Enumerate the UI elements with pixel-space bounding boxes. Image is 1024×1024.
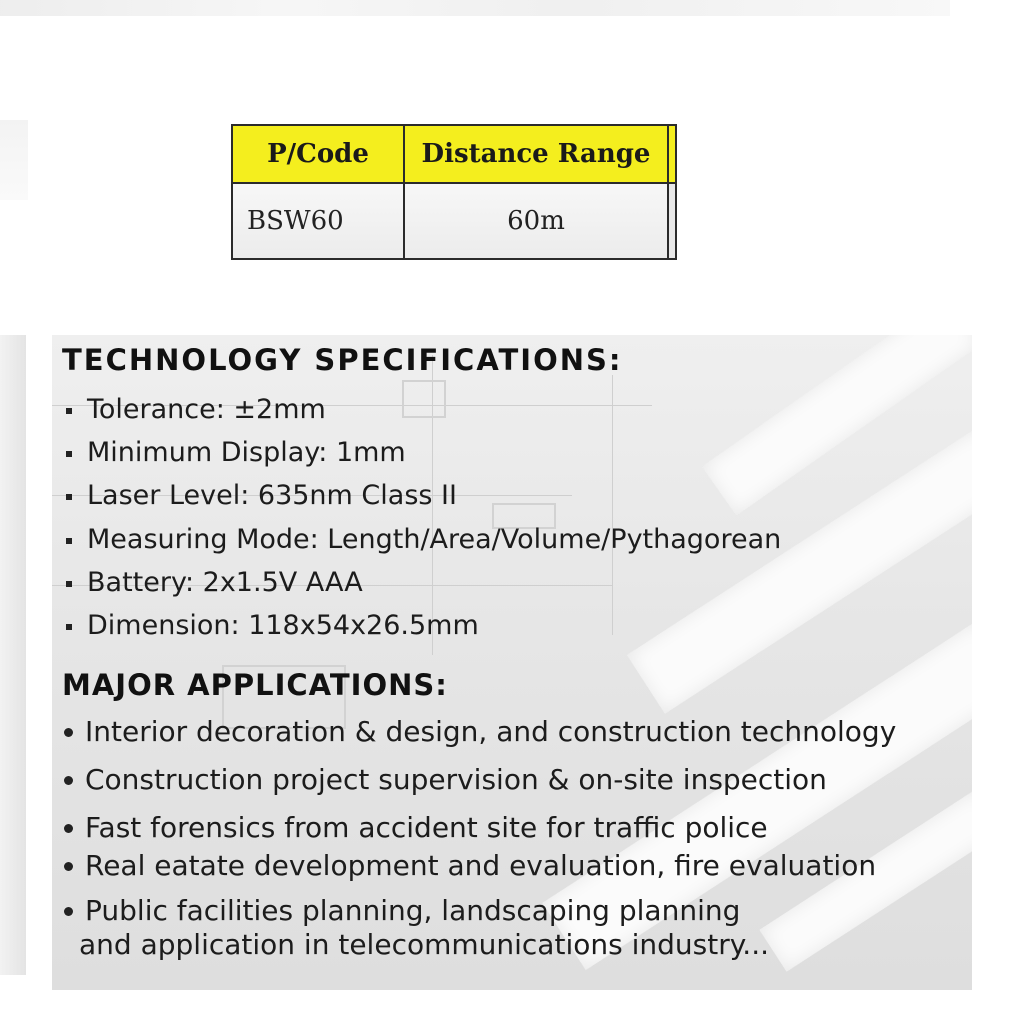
spec-text: Battery: 2x1.5V AAA [87, 566, 363, 598]
bullet-dot-icon [64, 907, 73, 916]
header-distance-range: Distance Range [404, 125, 668, 183]
spec-list [62, 395, 781, 654]
cell-stub [668, 183, 676, 259]
technology-specifications-heading: TECHNOLOGY SPECIFICATIONS: [62, 343, 623, 377]
list-item [62, 438, 781, 481]
bullet-dot-icon [64, 728, 73, 737]
header-stub [668, 125, 676, 183]
list-item [62, 849, 896, 894]
application-text: Real eatate development and evaluation, fire evaluation [85, 849, 877, 882]
list-item [62, 568, 781, 611]
list-item [62, 481, 781, 524]
application-text: Public facilities planning, landscaping planning [85, 894, 741, 927]
list-item [62, 763, 896, 811]
bullet-square-icon [66, 624, 72, 630]
bullet-square-icon [66, 494, 72, 500]
application-text: Fast forensics from accident site for traffic police [85, 811, 768, 844]
spec-text: Laser Level: 635nm Class II [87, 480, 457, 512]
major-applications-heading: MAJOR APPLICATIONS: [62, 668, 448, 702]
spec-text: Dimension: 118x54x26.5mm [87, 609, 479, 641]
applications-list [62, 715, 896, 964]
left-edge-decoration [0, 120, 28, 200]
list-item [62, 715, 896, 763]
spec-text: Minimum Display: 1mm [87, 437, 406, 469]
top-background-strip [0, 0, 950, 16]
bullet-dot-icon [64, 862, 73, 871]
table-header-row [232, 125, 676, 183]
application-text-wrap [79, 894, 769, 962]
specifications-panel [52, 335, 972, 990]
list-item [62, 611, 781, 654]
application-text-continued: and application in telecommunications industry... [79, 928, 769, 961]
spec-text: Tolerance: ±2mm [87, 394, 326, 425]
panel-edge-decoration [0, 335, 26, 975]
cell-pcode: BSW60 [232, 183, 404, 259]
bullet-square-icon [66, 538, 72, 544]
application-text: Interior decoration & design, and construction technology [85, 715, 897, 748]
bullet-dot-icon [64, 776, 73, 785]
application-text: Construction project supervision & on-site inspection [85, 763, 827, 796]
product-code-table [231, 124, 677, 260]
header-pcode: P/Code [232, 125, 404, 183]
list-item [62, 811, 896, 849]
list-item [62, 525, 781, 568]
spec-text: Measuring Mode: Length/Area/Volume/Pythagorean [87, 523, 782, 555]
bullet-square-icon [66, 408, 72, 414]
bullet-square-icon [66, 451, 72, 457]
table-row [232, 183, 676, 259]
list-item [62, 395, 781, 438]
cell-distance-range: 60m [404, 183, 668, 259]
bullet-square-icon [66, 581, 72, 587]
list-item [62, 894, 896, 964]
bullet-dot-icon [64, 824, 73, 833]
